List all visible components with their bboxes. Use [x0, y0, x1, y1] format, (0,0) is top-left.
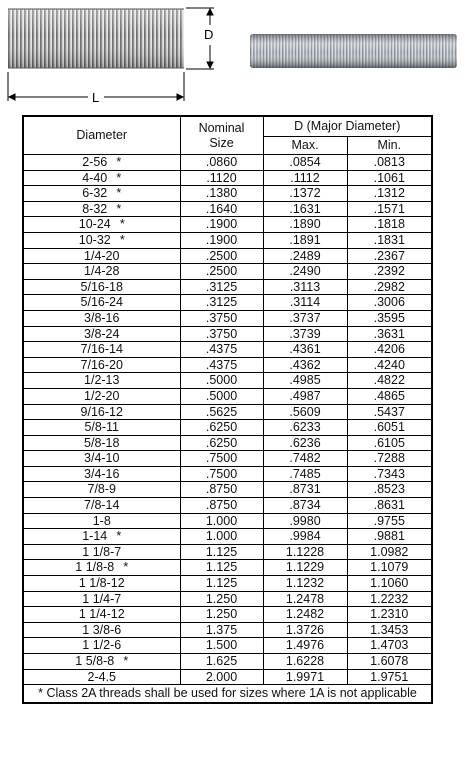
cell-min: .8523 [347, 482, 432, 498]
cell-min: .3631 [347, 326, 432, 342]
cell-max: 1.6228 [263, 654, 347, 670]
cell-max: .4987 [263, 388, 347, 404]
cell-nominal-size: 1.125 [180, 576, 263, 592]
diameter-value: 1 1/4-12 [78, 607, 125, 622]
diameter-value: 1 1/4-7 [82, 591, 122, 606]
diameter-value: 3/4-16 [84, 466, 120, 481]
table-row [23, 201, 432, 217]
cell-diameter [23, 529, 180, 545]
table-row [23, 544, 432, 560]
table-row [23, 654, 432, 670]
table-row [23, 466, 432, 482]
table-row [23, 217, 432, 233]
cell-max: .1372 [263, 186, 347, 202]
rod-drawing [8, 9, 184, 68]
cell-max: .1631 [263, 201, 347, 217]
table-row [23, 357, 432, 373]
table-row [23, 529, 432, 545]
cell-min: .2982 [347, 279, 432, 295]
table-row [23, 373, 432, 389]
dimension-d-label: D [204, 27, 214, 42]
cell-nominal-size: 1.125 [180, 560, 263, 576]
table-row [23, 342, 432, 358]
diameter-value: 7/8-9 [87, 482, 116, 497]
cell-min: .6105 [347, 435, 432, 451]
table-row [23, 435, 432, 451]
cell-nominal-size: .1900 [180, 232, 263, 248]
cell-diameter [23, 544, 180, 560]
table-row [23, 560, 432, 576]
table-row [23, 638, 432, 654]
cell-max: .9980 [263, 513, 347, 529]
cell-diameter [23, 607, 180, 623]
cell-nominal-size: .1900 [180, 217, 263, 233]
cell-diameter [23, 513, 180, 529]
cell-diameter [23, 232, 180, 248]
cell-max: 1.2478 [263, 591, 347, 607]
cell-min: .5437 [347, 404, 432, 420]
cell-diameter [23, 622, 180, 638]
cell-diameter [23, 170, 180, 186]
cell-max: .9984 [263, 529, 347, 545]
cell-max: .3113 [263, 279, 347, 295]
cell-nominal-size: .5000 [180, 373, 263, 389]
diameter-value: 5/16-18 [80, 279, 123, 294]
cell-min: .2367 [347, 248, 432, 264]
cell-nominal-size: .4375 [180, 357, 263, 373]
cell-diameter [23, 310, 180, 326]
diameter-value: 10-24 [78, 217, 111, 232]
cell-diameter [23, 201, 180, 217]
cell-min: .3006 [347, 295, 432, 311]
cell-max: .1891 [263, 232, 347, 248]
cell-nominal-size: 1.000 [180, 513, 263, 529]
cell-min: .9755 [347, 513, 432, 529]
cell-nominal-size: .6250 [180, 420, 263, 436]
cell-min: 1.0982 [347, 544, 432, 560]
cell-max: .1890 [263, 217, 347, 233]
dimension-l-label: L [92, 90, 100, 105]
class-2a-marker: * [116, 529, 122, 544]
cell-max: 1.1228 [263, 544, 347, 560]
cell-nominal-size: 1.625 [180, 654, 263, 670]
table-row [23, 420, 432, 436]
table-row [23, 388, 432, 404]
cell-diameter [23, 420, 180, 436]
table-row [23, 622, 432, 638]
diameter-value: 6-32 [82, 186, 108, 201]
table-row [23, 513, 432, 529]
cell-nominal-size: .4375 [180, 342, 263, 358]
diameter-value: 10-32 [78, 232, 111, 247]
cell-diameter [23, 217, 180, 233]
table-row [23, 248, 432, 264]
cell-nominal-size: .2500 [180, 264, 263, 280]
cell-nominal-size: .8750 [180, 482, 263, 498]
cell-min: .1831 [347, 232, 432, 248]
cell-nominal-size: .8750 [180, 498, 263, 514]
table-row [23, 576, 432, 592]
cell-diameter [23, 591, 180, 607]
diameter-value: 1/4-20 [84, 248, 120, 263]
cell-min: .1312 [347, 186, 432, 202]
class-2a-marker: * [116, 186, 122, 201]
cell-max: .4985 [263, 373, 347, 389]
cell-max: 1.3726 [263, 622, 347, 638]
cell-min: 1.9751 [347, 669, 432, 685]
diameter-value: 1 1/8-8 [75, 560, 115, 575]
cell-max: .8734 [263, 498, 347, 514]
diameter-value: 4-40 [82, 170, 108, 185]
cell-nominal-size: .5625 [180, 404, 263, 420]
cell-nominal-size: .6250 [180, 435, 263, 451]
header-diameter: Diameter [23, 116, 180, 155]
table-row [23, 232, 432, 248]
table-row [23, 451, 432, 467]
cell-nominal-size: .5000 [180, 388, 263, 404]
diameter-value: 5/8-11 [84, 420, 119, 435]
header-major-diameter: D (Major Diameter) [263, 116, 432, 137]
cell-diameter [23, 373, 180, 389]
table-row [23, 404, 432, 420]
cell-nominal-size: 1.250 [180, 591, 263, 607]
cell-diameter [23, 404, 180, 420]
cell-min: .4865 [347, 388, 432, 404]
cell-max: .6236 [263, 435, 347, 451]
diameter-value: 3/8-16 [84, 310, 120, 325]
table-row [23, 170, 432, 186]
cell-max: .3739 [263, 326, 347, 342]
cell-nominal-size: 1.250 [180, 607, 263, 623]
cell-min: 1.4703 [347, 638, 432, 654]
diameter-value: 1-8 [92, 513, 111, 528]
rod-photo [250, 34, 457, 68]
cell-nominal-size: 1.000 [180, 529, 263, 545]
cell-diameter [23, 669, 180, 685]
cell-max: .4361 [263, 342, 347, 358]
cell-max: .2490 [263, 264, 347, 280]
cell-max: 1.4976 [263, 638, 347, 654]
cell-min: .7343 [347, 466, 432, 482]
cell-nominal-size: .3125 [180, 279, 263, 295]
cell-diameter [23, 357, 180, 373]
diameter-value: 1 1/8-7 [82, 544, 122, 559]
cell-max: .3114 [263, 295, 347, 311]
footnote: * Class 2A threads shall be used for sizes where 1A is not applicable [23, 685, 432, 703]
table-row [23, 264, 432, 280]
table-row [23, 591, 432, 607]
cell-diameter [23, 466, 180, 482]
header-nominal-size: Nominal Size [180, 116, 263, 155]
cell-min: .1571 [347, 201, 432, 217]
table-row [23, 295, 432, 311]
cell-min: 1.1060 [347, 576, 432, 592]
cell-min: 1.1079 [347, 560, 432, 576]
cell-nominal-size: 2.000 [180, 669, 263, 685]
table-body [23, 155, 432, 685]
cell-nominal-size: .3750 [180, 310, 263, 326]
cell-min: .4240 [347, 357, 432, 373]
cell-nominal-size: .7500 [180, 451, 263, 467]
cell-diameter [23, 326, 180, 342]
cell-diameter [23, 451, 180, 467]
class-2a-marker: * [123, 560, 129, 575]
cell-nominal-size: 1.500 [180, 638, 263, 654]
cell-max: .3737 [263, 310, 347, 326]
diameter-value: 1/2-20 [84, 388, 120, 403]
cell-nominal-size: .0860 [180, 155, 263, 171]
cell-min: .2392 [347, 264, 432, 280]
cell-min: 1.6078 [347, 654, 432, 670]
diameter-value: 5/16-24 [80, 295, 123, 310]
cell-nominal-size: .2500 [180, 248, 263, 264]
cell-max: 1.2482 [263, 607, 347, 623]
diameter-value: 5/8-18 [84, 435, 120, 450]
cell-min: .0813 [347, 155, 432, 171]
cell-diameter [23, 388, 180, 404]
cell-max: 1.1229 [263, 560, 347, 576]
cell-diameter [23, 482, 180, 498]
cell-min: .7288 [347, 451, 432, 467]
cell-max: 1.9971 [263, 669, 347, 685]
cell-max: .7482 [263, 451, 347, 467]
cell-min: .8631 [347, 498, 432, 514]
table-row [23, 310, 432, 326]
cell-min: .6051 [347, 420, 432, 436]
table-row [23, 155, 432, 171]
cell-nominal-size: .1380 [180, 186, 263, 202]
cell-nominal-size: .7500 [180, 466, 263, 482]
table-row [23, 279, 432, 295]
cell-min: .1061 [347, 170, 432, 186]
diameter-value: 1/2-13 [84, 373, 120, 388]
table-row [23, 607, 432, 623]
diameter-value: 1 5/8-8 [75, 654, 115, 668]
cell-max: .1112 [263, 170, 347, 186]
cell-diameter [23, 186, 180, 202]
cell-max: .4362 [263, 357, 347, 373]
cell-max: .8731 [263, 482, 347, 498]
class-2a-marker: * [116, 170, 122, 185]
cell-min: 1.3453 [347, 622, 432, 638]
cell-min: .4822 [347, 373, 432, 389]
cell-diameter [23, 264, 180, 280]
diameter-value: 2-4.5 [87, 669, 116, 684]
cell-diameter [23, 248, 180, 264]
threaded-rod-diagram [0, 0, 465, 110]
cell-nominal-size: .3750 [180, 326, 263, 342]
cell-min: 1.2232 [347, 591, 432, 607]
diameter-value: 3/8-24 [84, 326, 120, 341]
table-row [23, 669, 432, 685]
diameter-value: 2-56 [82, 155, 108, 169]
diameter-value: 9/16-12 [80, 404, 123, 419]
cell-diameter [23, 560, 180, 576]
cell-max: 1.1232 [263, 576, 347, 592]
diameter-value: 7/8-14 [84, 498, 120, 513]
cell-min: .9881 [347, 529, 432, 545]
diameter-value: 3/4-10 [84, 451, 120, 466]
cell-max: .2489 [263, 248, 347, 264]
cell-diameter [23, 638, 180, 654]
cell-diameter [23, 295, 180, 311]
table-row [23, 482, 432, 498]
thread-spec-table [22, 115, 433, 704]
diameter-value: 7/16-14 [80, 342, 123, 357]
diameter-value: 1 1/8-12 [78, 576, 125, 591]
cell-nominal-size: 1.125 [180, 544, 263, 560]
class-2a-marker: * [119, 232, 125, 247]
cell-min: .4206 [347, 342, 432, 358]
table-row [23, 498, 432, 514]
diameter-value: 1-14 [82, 529, 108, 544]
cell-diameter [23, 576, 180, 592]
cell-diameter [23, 342, 180, 358]
cell-max: .5609 [263, 404, 347, 420]
diameter-value: 1 3/8-6 [82, 622, 122, 637]
cell-diameter [23, 155, 180, 171]
cell-min: 1.2310 [347, 607, 432, 623]
class-2a-marker: * [116, 201, 122, 216]
diameter-value: 7/16-20 [80, 357, 123, 372]
cell-min: .1818 [347, 217, 432, 233]
cell-nominal-size: .1640 [180, 201, 263, 217]
diameter-value: 1 1/2-6 [82, 638, 122, 653]
cell-diameter [23, 279, 180, 295]
diameter-value: 8-32 [82, 201, 108, 216]
cell-max: .0854 [263, 155, 347, 171]
cell-max: .7485 [263, 466, 347, 482]
cell-nominal-size: .3125 [180, 295, 263, 311]
class-2a-marker: * [119, 217, 125, 232]
header-min: Min. [347, 137, 432, 155]
cell-nominal-size: .1120 [180, 170, 263, 186]
table-row [23, 326, 432, 342]
cell-nominal-size: 1.375 [180, 622, 263, 638]
cell-diameter [23, 498, 180, 514]
header-max: Max. [263, 137, 347, 155]
cell-max: .6233 [263, 420, 347, 436]
class-2a-marker: * [123, 654, 129, 668]
table-row [23, 186, 432, 202]
diameter-value: 1/4-28 [84, 264, 120, 279]
cell-diameter [23, 654, 180, 670]
cell-min: .3595 [347, 310, 432, 326]
cell-diameter [23, 435, 180, 451]
class-2a-marker: * [116, 155, 122, 169]
